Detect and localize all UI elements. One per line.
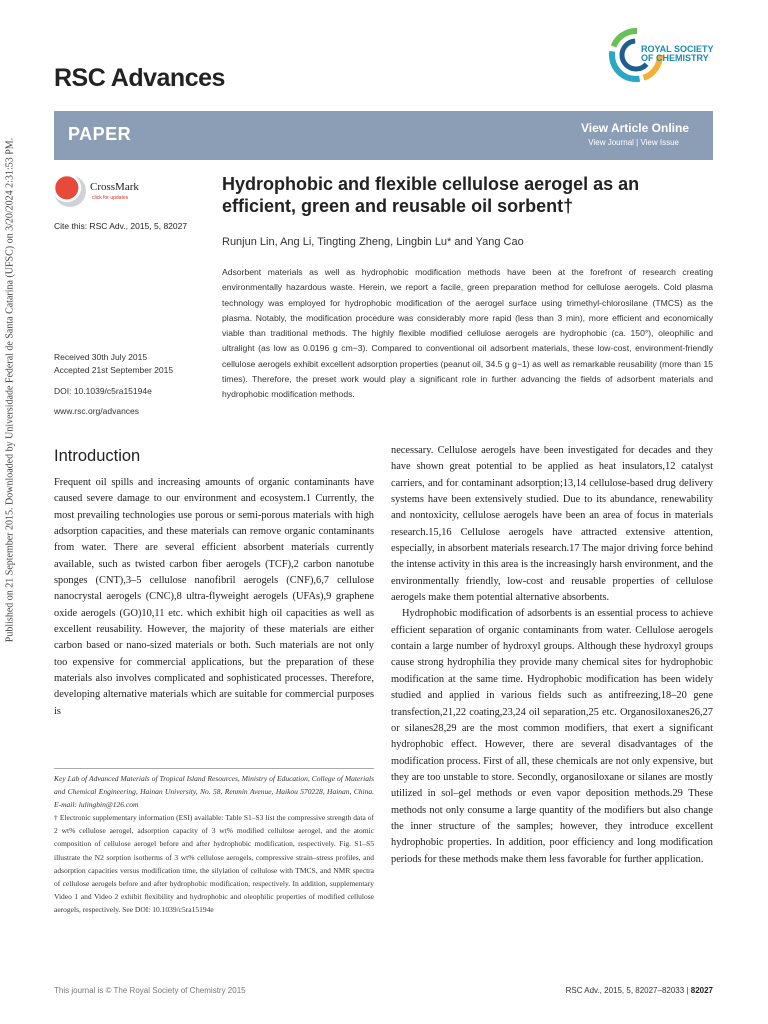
footer-citation-text: RSC Adv., 2015, 5, 82027–82033 | [565, 986, 689, 995]
body-column-left [54, 475, 374, 720]
logo-line-1: ROYAL SOCIETY [641, 44, 714, 54]
crossmark-badge[interactable] [54, 175, 154, 211]
footer-citation [566, 986, 713, 995]
intro-paragraph-1: Frequent oil spills and increasing amounts of organic contaminants have caused severe damage to our environment and ecosystem.1 Currently, the most prevailing technologies use porous or semi-porous materials with high adsorption capacities, and these materials can remove organic contaminants from water. There are several efficient absorbent materials currently available, such as twisted carbon fiber aerogels (TCF),2 carbon nanotube sponges (CNT),3–5 cellulose nanofibril aerogels (CNF),6,7 cellulose nanocrystal aerogels (CNC),8 ultra-flyweight aerogels (UFAs),9 graphene oxide aerogels (GO)10,11 etc. which exhibit high oil capacities as well as excellent reusability. However, the majority of these materials are either carbon based or nano-sized materials or both. Such materials are not only too expensive for commercial applications, but the preparation of these materials also involves complicated and sophisticated processes. Therefore, developing alternative materials which are suitable for commercial purposes is [54, 477, 374, 717]
crossmark-icon [54, 175, 86, 207]
section-heading-introduction: Introduction [54, 447, 141, 465]
journal-website-link[interactable]: www.rsc.org/advances [54, 406, 140, 416]
received-date: Received 30th July 2015 [54, 352, 148, 362]
crossmark-title: CrossMark [90, 181, 139, 193]
footnote-esi: † Electronic supplementary information (ESI) available: Table S1–S3 list the compressive strength data of 2 wt% cellulose aerogel, adsorption capacity of 3 wt% modified cellulose aerogel, and the atomic composition of cellulose aerogel before and after hydrophobic modification, respectively. Fig. S1–S5 illustrate the N2 sorption isotherms of 3 wt% cellulose aerogels, compressive strain–stress profiles, and adsorption capacities versus modification time, the silylation of cellulose with TMCS, and NMR spectra of cellulose aerogels before and after hydrophobic modification, respectively. In addition, supplementary Video 1 and Video 2 exhibit flexibility and hydrophobic and oleophilic properties of modified cellulose aerogels, respectively. See DOI: 10.1039/c5ra15194e [54, 813, 374, 914]
intro-paragraph-2: necessary. Cellulose aerogels have been investigated for decades and they have shown great potential to be applied as heat insulators,12 catalyst carriers, and for contaminant adsorption;13,14 cellulose-based drug delivery systems have been extensively studied. Due to its abundance, renewability and nontoxicity, cellulose aerogels have been an area of focus in materials research.15,16 Cellulose aerogels have attracted extensive attention, especially, in absorbent materials research.17 The major driving force behind the intense activity in this area is the increasingly harsh environment, and the environmentally friendly, low-cost and reusable properties of cellulose aerogels make them potential alternative absorbents. [391, 445, 713, 604]
crossmark-subtitle: click for updates [92, 195, 129, 201]
intro-paragraph-3: Hydrophobic modification of adsorbents is an essential process to achieve efficient separation of organic contaminants from water. Cellulose aerogels contain a large number of hydroxyl groups. Although these hydroxyl groups cause strong hydrophilia they provide many chemical sites for hydrophobic modification at the same time. Hydrophobic modification has been widely studied and applied in various fields such as antifreezing,18–20 gene transfection,21,22 coating,23,24 oil separation,25 etc. Organosiloxanes26,27 or silanes28,29 are the most common modifiers, that exert a significant hydrophobic effect. However, there are several disadvantages of the modification process. First of all, these chemicals are not only expensive, but they are too unstable to store. Secondly, organosiloxane or silanes are mostly utilized in sol–gel methods or even vapor deposition methods.29 These methods not only consume a large quantity of the modifiers but also change the inner structure of the samples; however, they introduce excellent hydrophobic properties. In addition, poor efficiency and long modification periods for these methods make them less favorable for further application. [391, 608, 713, 865]
footnotes [54, 772, 374, 916]
download-watermark [0, 110, 20, 670]
article-header-band [54, 111, 713, 160]
body-column-right [391, 443, 713, 868]
doi[interactable]: DOI: 10.1039/c5ra15194e [54, 386, 152, 396]
article-type: PAPER [68, 124, 132, 144]
view-journal-issue-links[interactable]: View Journal | View Issue [588, 138, 679, 147]
abstract: Adsorbent materials as well as hydrophobic modification methods have been at the forefront of research creating environmentally hazardous waste. Herein, we report a facile, green preparation method for cellulose aerogels. Cold plasma technology was employed for hydrophobic modification of the aerogel surface using trimethyl-chlorosilane (TMCS) as the plasma. Notably, the modification procedure was considerably more rapid (less than 3 min), more efficient and economically viable than traditional methods. The highly flexible modified cellulose aerogels are hydrophobic (ca. 150°), oleophilic and ultralight (as low as 0.0196 g cm−3). Compared to conventional oil adsorbent materials, these low-cost, environment-friendly cellulose aerogels exhibit excellent adsorption properties (peanut oil, 34.5 g g−1) as well as remarkable reusability (more than 15 times). Therefore, the preset work would play a significant role in further advancing the fields of adsorbent materials and hydrophobic modification methods. [222, 267, 713, 400]
page-number: 82027 [690, 986, 713, 995]
citation-line: Cite this: RSC Adv., 2015, 5, 82027 [54, 221, 188, 231]
logo-line-2: OF CHEMISTRY [641, 53, 709, 63]
rsc-logo-wordmark [641, 45, 714, 63]
view-article-online-link[interactable]: View Article Online [580, 121, 689, 135]
journal-name: RSC Advances [54, 64, 225, 92]
download-notice: Published on 21 September 2015. Downloaded by Universidade Federal de Santa Catarina (UFSC) on 3/20/2024 2:31:53 PM. [4, 137, 16, 643]
footer-copyright: This journal is © The Royal Society of Chemistry 2015 [54, 986, 246, 995]
footnote-affiliation: Key Lab of Advanced Materials of Tropical Island Resources, Ministry of Education, College of Materials and Chemical Engineering, Hainan University, No. 58, Renmin Avenue, Haikou 570228, Hainan, China. E-mail: lulingbin@126.com [54, 774, 374, 810]
footnote-divider [54, 768, 374, 769]
author-list: Runjun Lin, Ang Li, Tingting Zheng, Lingbin Lu* and Yang Cao [222, 236, 524, 248]
accepted-date: Accepted 21st September 2015 [54, 365, 174, 375]
article-title: Hydrophobic and flexible cellulose aerogel as an efficient, green and reusable oil sorbent† [222, 174, 640, 216]
